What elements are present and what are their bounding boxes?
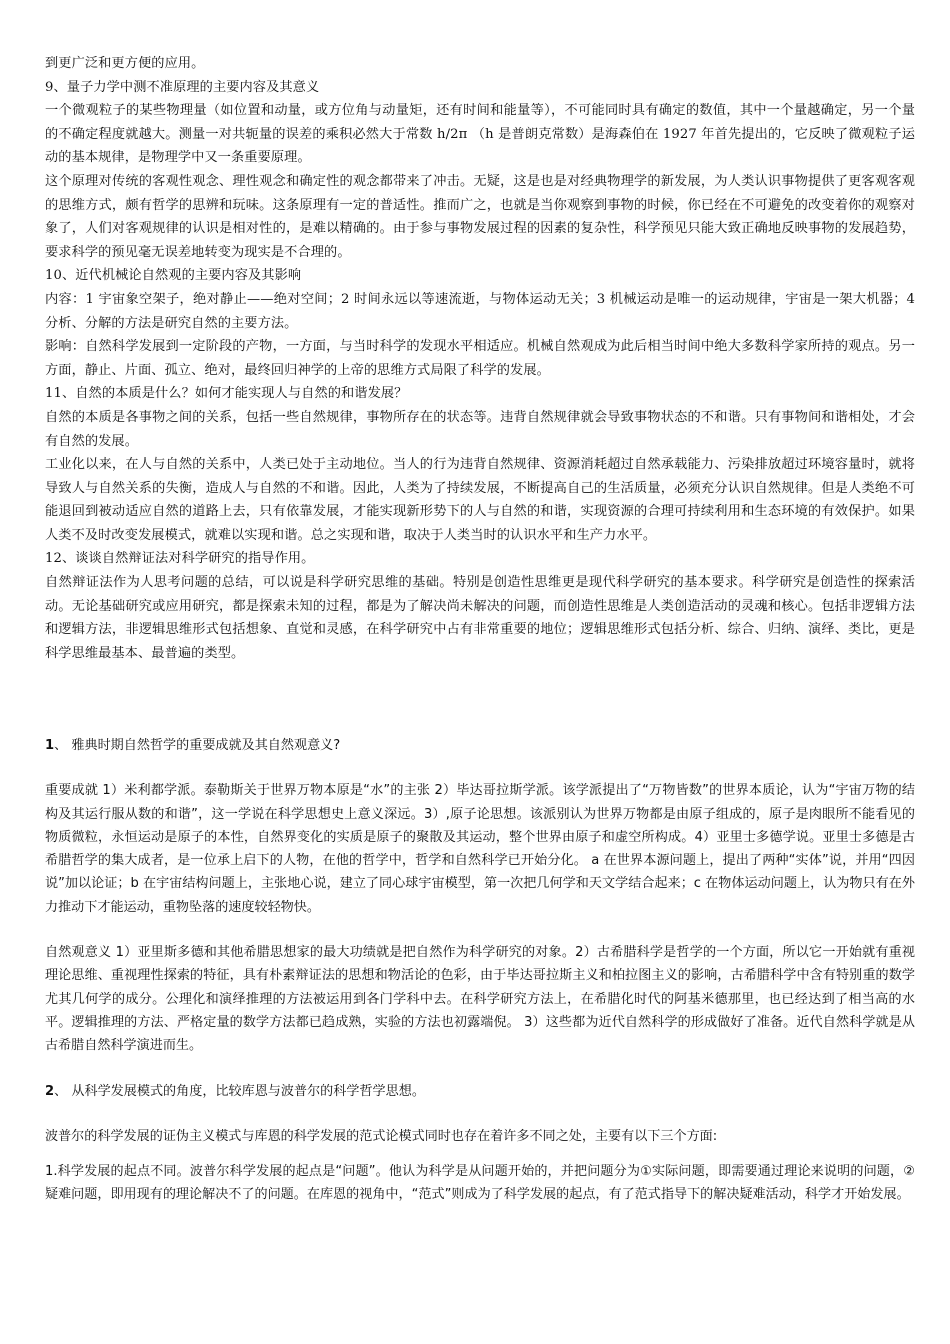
paragraph-1-achievements: 重要成就 1）米利都学派。泰勒斯关于世界万物本原是“水”的主张 2）毕达哥拉斯学派。该学派提出了“万物皆数”的世界本质论，认为“宇宙万物的结构及其运行服从数的和谐”，这一学说在科学思想史上意义深远。3）,原子论思想。该派别认为世界万物都是由原子组成的，原子是肉眼所不能看见的物质微粒，永恒运动是原子的本性，自然界变化的实质是原子的聚散及其运动，整个世界由原子和虚空所构成。4）亚里士多德学说。亚里士多德是古希腊哲学的集大成者，是一位承上启下的人物，在他的哲学中，哲学和自然科学已开始分化。 a 在世界本源问题上，提出了两种“实体”说，并用“四因说”加以论证；b 在宇宙结构问题上，主张地心说，建立了同心球宇宙模型，第一次把几何学和天文学结合起来；c 在物体运动问题上，认为物只有在外力推动下才能运动，重物坠落的速度较轻物快。 xyxy=(45,783,915,915)
paragraph-10-influence: 影响：自然科学发展到一定阶段的产物，一方面，与当时科学的发现水平相适应。机械自然观成为此后相当时间中绝大多数科学家所持的观点。另一方面，静止、片面、孤立、绝对，最终回归神学的上帝的思维方式局限了科学的发展。 xyxy=(45,339,915,378)
question-1-number: 1 xyxy=(45,738,55,753)
heading-question-9: 9、量子力学中测不准原理的主要内容及其意义 xyxy=(45,79,320,95)
paragraph-12-content: 自然辩证法作为人思考问题的总结，可以说是科学研究思维的基础。特别是创造性思维更是现代科学研究的基本要求。科学研究是创造性的探索活动。无论基础研究或应用研究，都是探索未知的过程，都是为了解决尚未解决的问题，而创造性思维是人类创造活动的灵魂和核心。包括非逻辑方法和逻辑方法，非逻辑思维形式包括想象、直觉和灵感，在科学研究中占有非常重要的地位；逻辑思维形式包括分析、综合、归纳、演绎、类比，更是科学思维最基本、最普遍的类型。 xyxy=(45,575,915,661)
paragraph-11-essence: 自然的本质是各事物之间的关系，包括一些自然规律，事物所存在的状态等。违背自然规律就会导致事物状态的不和谐。只有事物间和谐相处，才会有自然的发展。 xyxy=(45,409,915,449)
paragraph-1-significance: 自然观意义 1）亚里斯多德和其他希腊思想家的最大功绩就是把自然作为科学研究的对象。2）古希腊科学是哲学的一个方面，所以它一开始就有重视理论思维、重视理性探索的特征，具有朴素辩证法的思想和物活论的色彩，由于毕达哥拉斯主义和柏拉图主义的影响，古希腊科学中含有特别重的数学尤其几何学的成分。公理化和演绎推理的方法被运用到各门学科中去。在科学研究方法上，在希腊化时代的阿基米德那里，也已经达到了相当高的水平。逻辑推理的方法、严格定量的数学方法都已趋成熟，实验的方法也初露端倪。 3）这些都为近代自然科学的形成做好了准备。近代自然科学就是从古希腊自然科学演进而生。 xyxy=(45,945,915,1054)
question-2-number: 2 xyxy=(45,1083,55,1099)
paragraph-2-point-1: 1.科学发展的起点不同。波普尔科学发展的起点是“问题”。他认为科学是从问题开始的，并把问题分为①实际问题，即需要通过理论来说明的问题，②疑难问题，即用现有的理论解决不了的问题。在库恩的视角中，“范式”则成为了科学发展的起点，有了范式指导下的解决疑难活动，科学才开始发展。 xyxy=(45,1164,915,1203)
question-1-text: 、 雅典时期自然哲学的重要成就及其自然观意义? xyxy=(54,738,341,753)
paragraph-9-content: 一个微观粒子的某些物理量（如位置和动量，或方位角与动量矩，还有时间和能量等），不可能同时具有确定的数值，其中一个量越确定，另一个量的不确定程度就越大。测量一对共轭量的误差的乘积必然大于常数 h/2π （h 是普朗克常数）是海森伯在 1927 年首先提出的，它反映了微观粒子运动的基本规律，是物理学中又一条重要原理。 xyxy=(45,103,915,166)
heading-question-1 xyxy=(45,734,915,757)
heading-question-10: 10、近代机械论自然观的主要内容及其影响 xyxy=(45,268,302,284)
paragraph-continuation: 到更广泛和更方便的应用。 xyxy=(45,56,205,71)
paragraph-11-harmony: 工业化以来，在人与自然的关系中，人类已处于主动地位。当人的行为违背自然规律、资源消耗超过自然承载能力、污染排放超过环境容量时，就将导致人与自然关系的失衡，造成人与自然的不和谐。因此，人类为了持续发展，不断提高自己的生活质量，必须充分认识自然规律。但是人类绝不可能退回到被动适应自然的道路上去，只有依靠发展，才能实现新形势下的人与自然的和谐，实现资源的合理可持续利用和生态环境的有效保护。如果人类不及时改变发展模式，就难以实现和谐。总之实现和谐，取决于人类当时的认识水平和生产力水平。 xyxy=(45,457,915,543)
paragraph-10-content: 内容：1 宇宙象空架子，绝对静止——绝对空间；2 时间永远以等速流逝，与物体运动无关；3 机械运动是唯一的运动规律，宇宙是一架大机器；4 分析、分解的方法是研究自然的主要方法。 xyxy=(45,291,915,331)
question-2-text: 、 从科学发展模式的角度，比较库恩与波普尔的科学哲学思想。 xyxy=(54,1083,425,1099)
paragraph-9-significance: 这个原理对传统的客观性观念、理性观念和确定性的观念都带来了冲击。无疑，这是也是对经典物理学的新发展，为人类认识事物提供了更客观客观的思维方式，颇有哲学的思辨和玩味。这条原理有一定的普适性。推而广之，也就是当你观察到事物的时候，你已经在不可避免的改变着你的观察对象了，人们对客观规律的认识是相对性的，是难以精确的。由于参与事物发展过程的因素的复杂性，科学预见只能大致正确地反映事物的发展趋势，要求科学的预见毫无误差地转变为现实是不合理的。 xyxy=(45,173,915,260)
heading-question-11: 11、自然的本质是什么？如何才能实现人与自然的和谐发展？ xyxy=(45,386,408,402)
document-body-bottom xyxy=(45,734,915,1207)
heading-question-2 xyxy=(45,1080,915,1103)
document-body-top xyxy=(45,52,915,665)
paragraph-2-intro: 波普尔的科学发展的证伪主义模式与库恩的科学发展的范式论模式同时也存在着许多不同之处，主要有以下三个方面: xyxy=(45,1128,718,1144)
heading-question-12: 12、谈谈自然辩证法对科学研究的指导作用。 xyxy=(45,551,315,567)
